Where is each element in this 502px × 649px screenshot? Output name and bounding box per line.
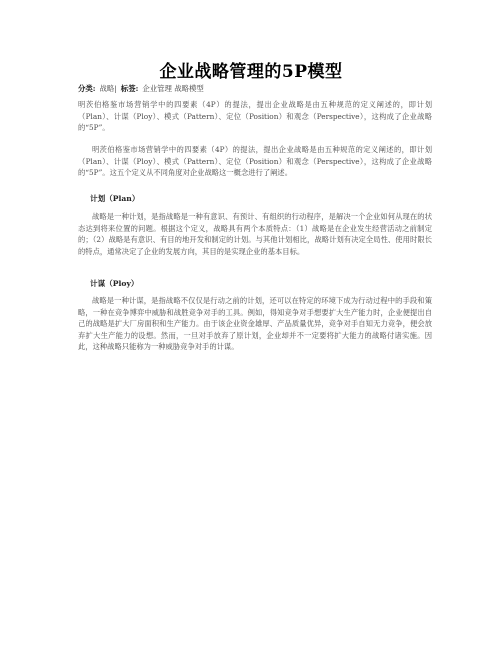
category-label: 分类: [78, 84, 96, 93]
intro-paragraph-1: 明茨伯格鉴市场营销学中的四要素（4P）的提法，提出企业战略是由五种规范的定义阐述的，即计划（Plan）、计谋（Ploy）、模式（Pattern）、定位（Position）和观念（Perspective），这构成了企业战略的“5P”。 [78, 100, 432, 133]
section-heading-ploy: 计谋（Ploy） [90, 279, 139, 288]
category-link[interactable]: 战略| [99, 84, 117, 93]
section-body-plan: 战略是一种计划，是指战略是一种有意识、有预计、有组织的行动程序，是解决一个企业如何从现在的状态达到将来位置的问题。根据这个定义，战略具有两个本质特点：（1）战略是在企业发生经营活动之前制定的；（2）战略是有意识、有目的地开发和制定的计划。与其他计划相比，战略计划有决定全局性、使用时限长的特点，通常决定了企业的发展方向，其目的是实现企业的基本目标。 [78, 212, 432, 256]
document-meta [78, 83, 204, 94]
intro-paragraph-2: 明茨伯格鉴市场营销学中的四要素（4P）的提法，提出企业战略是由五种规范的定义阐述的，即计划（Plan）、计谋（Ploy）、模式（Pattern）、定位（Position）和观念（Perspective），这构成了企业战略的“5P”。这五个定义从不同角度对企业战略这一概念进行了阐述。 [78, 145, 432, 178]
tags-label: 标签: [120, 84, 139, 93]
section-body-ploy: 战略是一种计谋，是指战略不仅仅是行动之前的计划，还可以在特定的环境下成为行动过程中的手段和策略，一种在竞争博弈中威胁和战胜竞争对手的工具。例如，得知竞争对手想要扩大生产能力时，企业便提出自己的战略是扩大厂房面积和生产能力。由于该企业资金雄厚、产品质量优异，竞争对手自知无力竞争，便会放弃扩大生产能力的设想。然而，一旦对手放弃了原计划，企业却并不一定要将扩大能力的战略付诸实施。因此，这种战略只能称为一种威胁竞争对手的计谋。 [78, 296, 432, 352]
tags-links[interactable]: 企业管理 战略模型 [142, 84, 204, 93]
section-heading-plan: 计划（Plan） [90, 194, 140, 203]
document-title: 企业战略管理的5P模型 [159, 62, 343, 82]
